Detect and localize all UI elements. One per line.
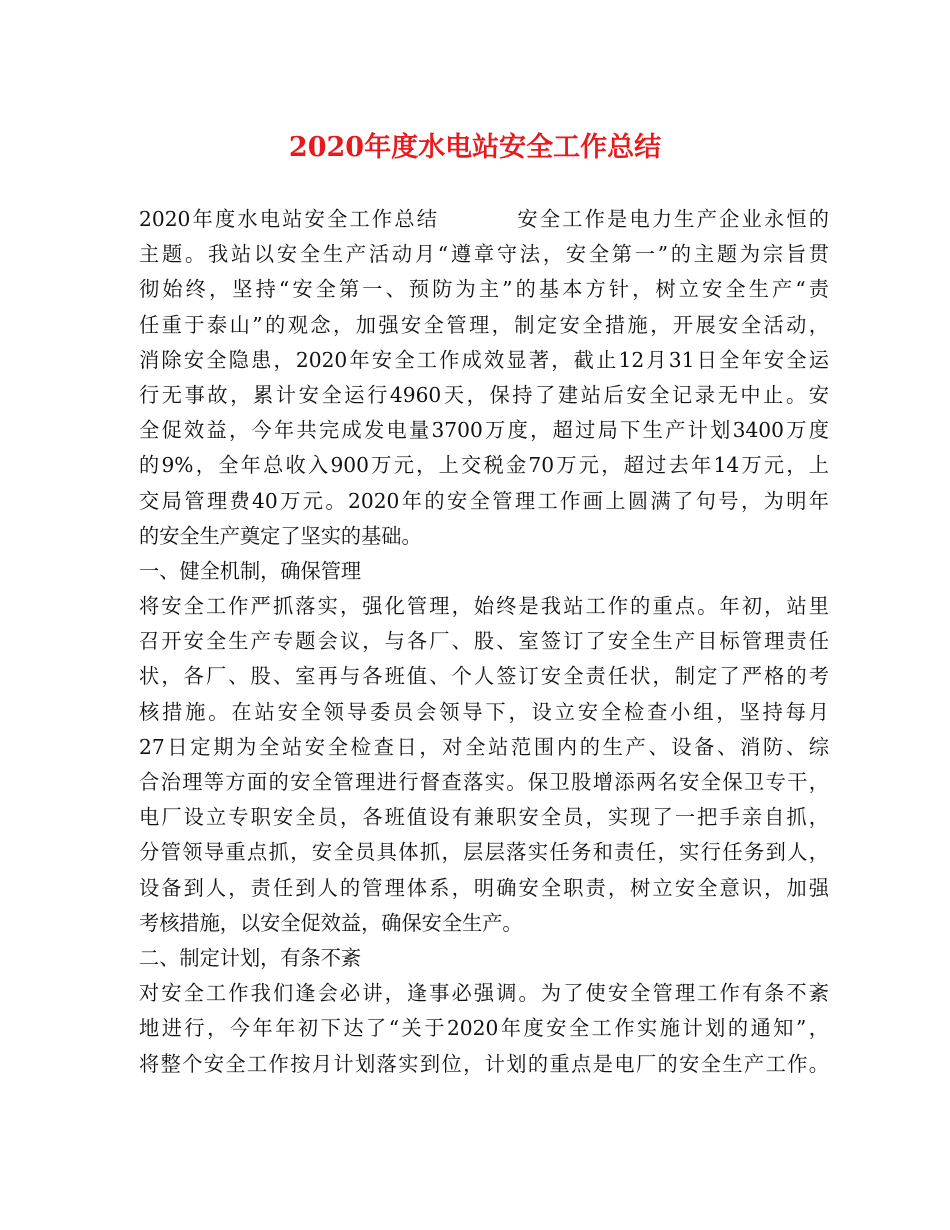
body-line: 考核措施，以安全促效益，确保安全生产。 (139, 910, 523, 935)
body-line: 核措施。在站安全领导委员会领导下，设立安全检查小组，坚持每月 (139, 699, 829, 724)
body-line: 合治理等方面的安全管理进行督查落实。保卫股增添两名安全保卫专干， (139, 770, 829, 794)
body-line: 分管领导重点抓，安全员具体抓，层层落实任务和责任，实行任务到人， (139, 840, 829, 865)
section-heading: 二、制定计划，有条不紊 (139, 945, 362, 970)
document-body (139, 202, 829, 1082)
body-line: 将安全工作严抓落实，强化管理，始终是我站工作的重点。年初，站里 (139, 594, 829, 619)
body-line: 将整个安全工作按月计划落实到位，计划的重点是电厂的安全生产工作。 (139, 1051, 829, 1076)
document-title: 2020年度水电站安全工作总结 (288, 132, 662, 163)
body-line: 交局管理费40万元。2020年的安全管理工作画上圆满了句号，为明年 (139, 488, 829, 513)
body-line: 电厂设立专职安全员，各班值设有兼职安全员，实现了一把手亲自抓， (139, 805, 829, 830)
body-line: 全促效益，今年共完成发电量3700万度，超过局下生产计划3400万度 (139, 418, 829, 443)
body-line: 的9%，全年总收入900万元，上交税金70万元，超过去年14万元，上 (139, 453, 829, 478)
body-text-segment: 安全工作是电力生产企业永恒的 (515, 207, 829, 231)
inline-heading: 2020年度水电站安全工作总结 (139, 207, 440, 231)
body-line (139, 202, 829, 237)
body-line: 任重于泰山”的观念，加强安全管理，制定安全措施，开展安全活动， (139, 312, 829, 337)
body-line: 设备到人，责任到人的管理体系，明确安全职责，树立安全意识，加强 (139, 875, 829, 900)
body-line: 27日定期为全站安全检查日，对全站范围内的生产、设备、消防、综 (139, 734, 829, 759)
body-line: 地进行，今年年初下达了“关于2020年度安全工作实施计划的通知”， (139, 1016, 829, 1041)
body-line: 消除安全隐患，2020年安全工作成效显著，截止12月31日全年安全运 (139, 347, 829, 372)
section-heading: 一、健全机制，确保管理 (139, 558, 362, 583)
body-line: 行无事故，累计安全运行4960天，保持了建站后安全记录无中止。安 (139, 382, 829, 407)
body-line: 彻始终，坚持“安全第一、预防为主”的基本方针，树立安全生产“责 (139, 277, 829, 302)
body-line: 的安全生产奠定了坚实的基础。 (139, 523, 422, 548)
body-line: 状，各厂、股、室再与各班值、个人签订安全责任状，制定了严格的考 (139, 664, 829, 689)
body-line: 主题。我站以安全生产活动月“遵章守法，安全第一”的主题为宗旨贯 (139, 242, 829, 267)
body-line: 对安全工作我们逢会必讲，逢事必强调。为了使安全管理工作有条不紊 (139, 981, 829, 1006)
body-line: 召开安全生产专题会议，与各厂、股、室签订了安全生产目标管理责任 (139, 629, 829, 654)
